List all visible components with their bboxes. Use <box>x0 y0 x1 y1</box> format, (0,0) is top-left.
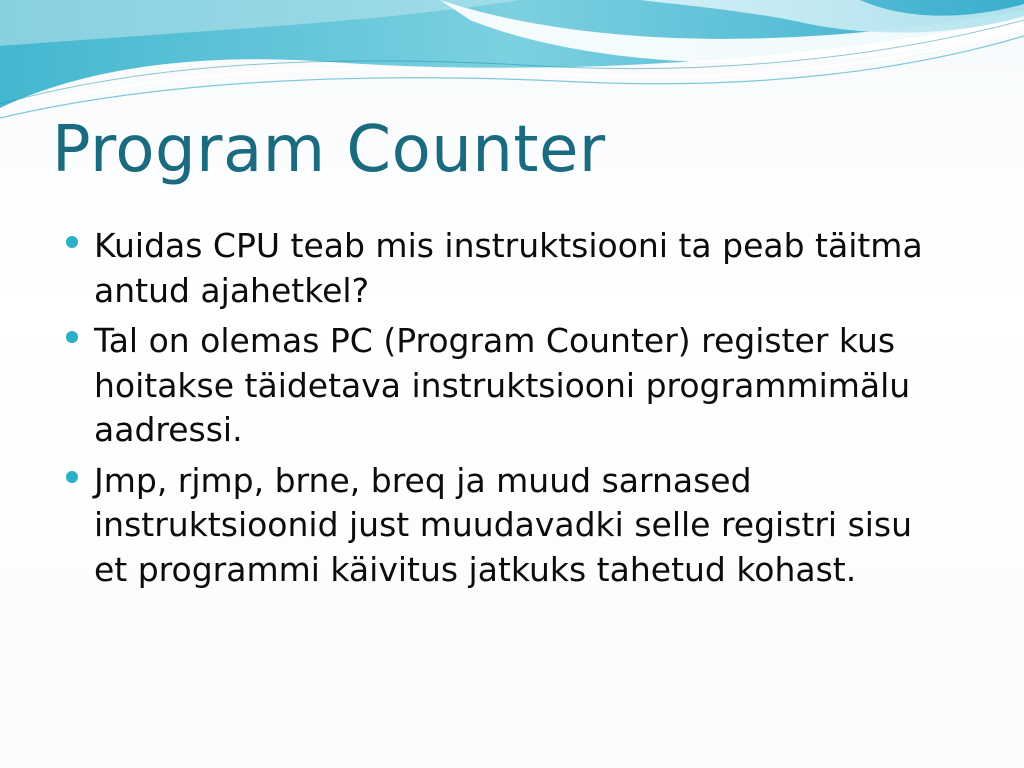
slide-title: Program Counter <box>52 113 606 187</box>
wave-header-decoration <box>0 0 1024 130</box>
bullet-dot-icon <box>66 471 78 483</box>
bullet-dot-icon <box>66 331 78 343</box>
bullet-list <box>62 224 942 598</box>
bullet-text: Tal on olemas PC (Program Counter) register kus hoitakse täidetava instruktsiooni programmimälu aadressi. <box>94 321 911 449</box>
bullet-text: Jmp, rjmp, brne, breq ja muud sarnased instruktsioonid just muudavadki selle registri sisu et programmi käivitus jatkuks tahetud kohast. <box>94 460 913 589</box>
bullet-dot-icon <box>66 236 78 248</box>
bullet-item <box>62 224 942 313</box>
bullet-text: Kuidas CPU teab mis instruktsiooni ta peab täitma antud ajahetkel? <box>94 226 923 310</box>
bullet-item <box>62 459 942 593</box>
bullet-item <box>62 319 942 453</box>
